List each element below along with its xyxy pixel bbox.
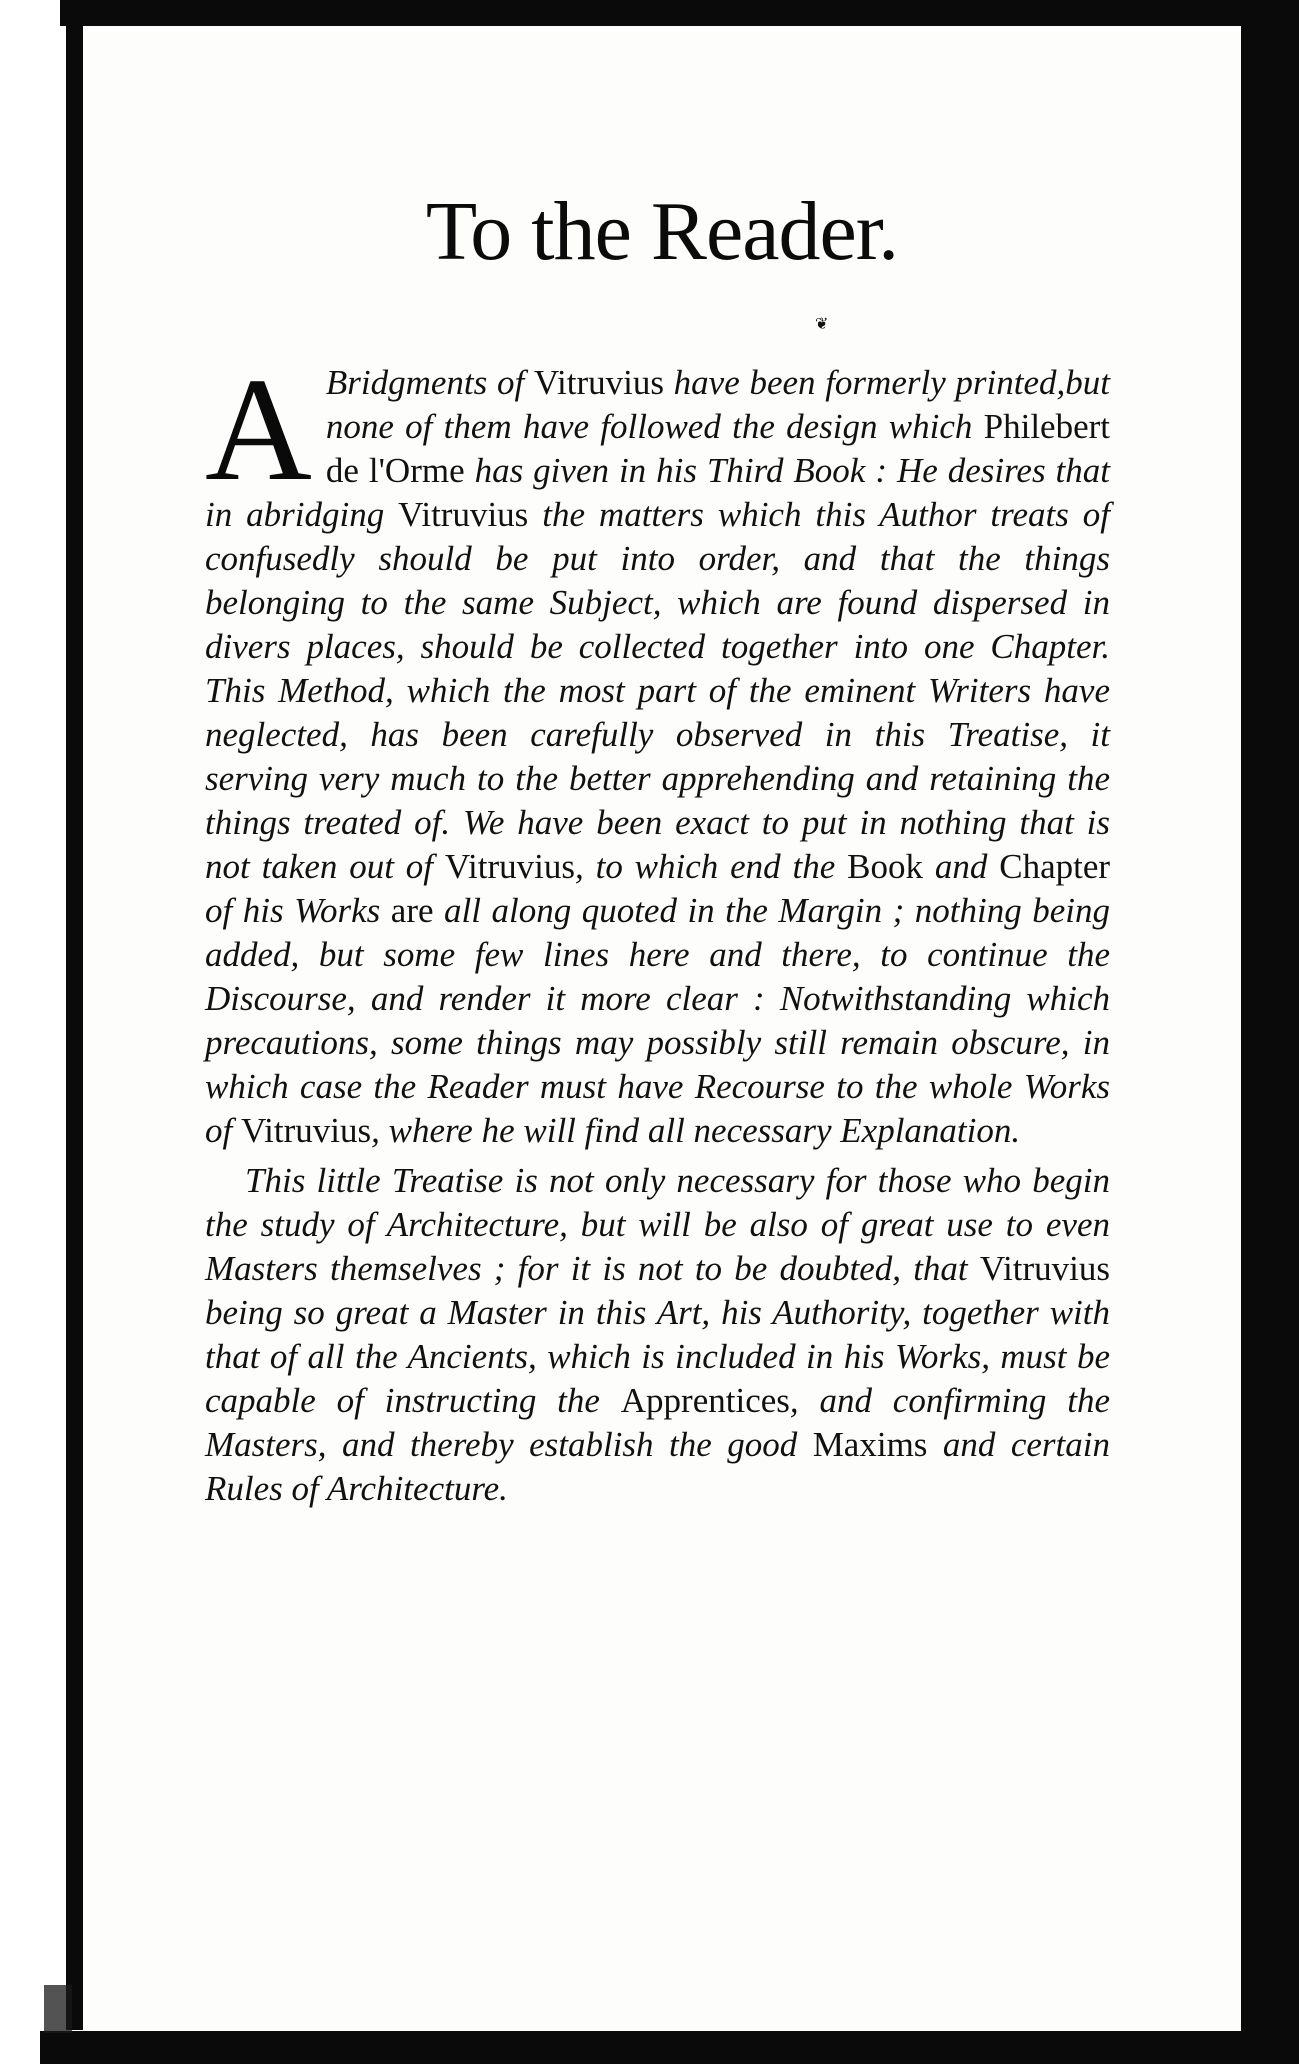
paragraph-2: [205, 1159, 1110, 1511]
paragraph-1: [205, 348, 1111, 1153]
text-run: of his Works: [205, 891, 391, 930]
scan-border-top: [60, 0, 1299, 26]
text-run: has given in his Third Book : He desires that in abridging: [205, 451, 1110, 534]
text-run: all along quoted in the Margin ; nothing being added, but some few lines here and there, to continue the Discourse, and render it more clear : Notwithstanding which precautions, some things may possibly still remain obscure, in which case the Reader must have Recourse to the whole Works of: [205, 891, 1110, 1150]
text-run: have been formerly printed,but none of them have followed the design which: [325, 363, 1110, 446]
text-run-roman: are: [390, 891, 434, 930]
book-page: [83, 26, 1241, 2031]
drop-cap: A: [205, 348, 312, 512]
text-run-roman: Book: [847, 847, 923, 886]
scan-smudge: [44, 1985, 72, 2033]
text-run: Bridgments of: [325, 363, 534, 402]
page-title: To the Reader.: [425, 185, 899, 278]
text-run-roman: Vitruvius: [444, 847, 575, 886]
text-run: and: [923, 847, 1000, 886]
ornament-icon: ❦: [815, 314, 829, 333]
text-run: This little Treatise is not only necessary for those who begin the study of Architecture, but will be also of great use to even Masters themselves ; for it is not to be doubted, that: [205, 1161, 1110, 1288]
text-run-roman: Vitruvius: [979, 1249, 1110, 1288]
text-run: and certain Rules of Architecture.: [205, 1425, 1110, 1508]
scan-border-bottom: [40, 2031, 1299, 2064]
text-run: , where he will find all necessary Explanation.: [371, 1111, 1021, 1150]
text-run: , and confirming the Masters, and thereby establish the good: [205, 1381, 1110, 1464]
text-run-roman: Maxims: [812, 1425, 928, 1464]
text-run-roman: Vitruvius: [398, 495, 529, 534]
body-text: [205, 348, 1111, 1511]
text-run-roman: Philebert de l'Orme: [325, 407, 1110, 490]
text-run-roman: Vitruvius: [533, 363, 664, 402]
text-run: being so great a Master in this Art, his Authority, together with that of all the Ancients, which is included in his Works, must be capable of instructing the: [205, 1293, 1110, 1420]
text-run-roman: Vitruvius: [240, 1111, 372, 1150]
text-run: the matters which this Author treats of confusedly should be put into order, and that the things belonging to the same Subject, which are found dispersed in divers places, should be collected together into one Chapter. This Method, which the most part of the eminent Writers have neglected, has been carefully observed in this Treatise, it serving very much to the better apprehending and retaining the things treated of. We have been exact to put in nothing that is not taken out of: [205, 495, 1110, 886]
text-run: , to which end the: [575, 847, 848, 886]
scan-border-left: [66, 20, 83, 2030]
text-run-roman: Chapter: [999, 847, 1111, 886]
text-run-roman: Apprentices: [620, 1381, 790, 1420]
scan-border-right: [1241, 20, 1299, 2064]
